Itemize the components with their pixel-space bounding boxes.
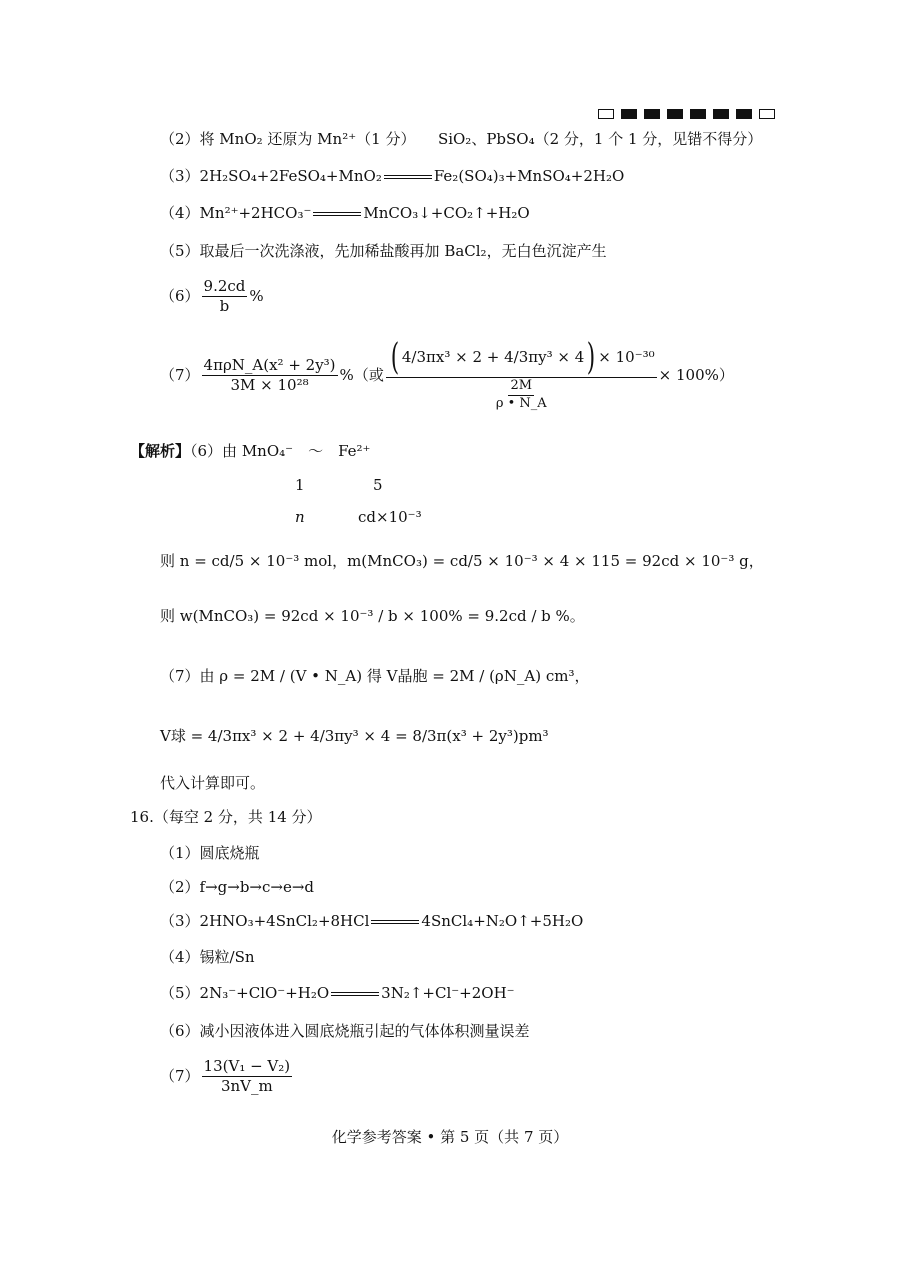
equation-right: 4SnCl₄+N₂O↑+5H₂O (421, 912, 584, 930)
answer-q7 (160, 337, 734, 412)
calc-n: 则 n = cd/5 × 10⁻³ mol，m(MnCO₃) = cd/5 × 10⁻³ × 4 × 115 = 92cd × 10⁻³ g， (160, 552, 764, 570)
equals-sign (313, 212, 361, 216)
mark-filled (667, 109, 683, 119)
unit: % (249, 286, 264, 305)
mark-filled (713, 109, 729, 119)
equals-sign (371, 920, 419, 924)
item-label: （6） (160, 286, 200, 305)
equation-right: Fe₂(SO₄)₃+MnSO₄+2H₂O (433, 167, 625, 185)
equals-sign (331, 992, 379, 996)
alt-fraction (386, 337, 657, 412)
analysis-q6: （6）由 MnO₄⁻ ～ Fe²⁺ (190, 442, 371, 460)
calc-end: 代入计算即可。 (160, 774, 266, 792)
answer-q4 (160, 202, 530, 223)
answer-16-6: （6）减小因液体进入圆底烧瓶引起的气体体积测量误差 (160, 1022, 530, 1040)
answer-q5: （5）取最后一次洗涤液，先加稀盐酸再加 BaCl₂，无白色沉淀产生 (160, 242, 607, 260)
numerator: 4πρN_A(x² + 2y³) (202, 357, 338, 376)
mark-filled (690, 109, 706, 119)
answer-q3 (160, 165, 624, 186)
header-marks (598, 109, 775, 119)
equals-sign (384, 175, 432, 179)
answer-16-5 (160, 982, 515, 1003)
mark-filled (644, 109, 660, 119)
mark-filled (736, 109, 752, 119)
fraction (202, 357, 338, 395)
question-16-heading: 16.（每空 2 分，共 14 分） (130, 808, 322, 826)
ratio-value: 5 (373, 476, 383, 494)
equation-right: MnCO₃↓+CO₂↑+H₂O (363, 204, 530, 222)
calc-w: 则 w(MnCO₃) = 92cd × 10⁻³ / b × 100% = 9.2cd / b %。 (160, 607, 585, 625)
or-label: （或 (353, 365, 384, 384)
answer-q6 (160, 278, 264, 316)
ratio-value: cd×10⁻³ (358, 508, 422, 526)
analysis-heading (130, 440, 370, 461)
equation-left: （4）Mn²⁺+2HCO₃⁻ (160, 204, 312, 222)
alt-numerator: ( 4/3πx³ × 2 + 4/3πy³ × 4) × 10⁻³⁰ (386, 340, 657, 378)
fraction (202, 1058, 293, 1096)
alt-tail: × 100%） (658, 365, 734, 384)
item-label: （7） (160, 1066, 200, 1085)
numerator: 13(V₁ − V₂) (202, 1058, 293, 1077)
answer-q2: （2）将 MnO₂ 还原为 Mn²⁺（1 分） SiO₂、PbSO₄（2 分，1 个 1 分，见错不得分） (160, 130, 763, 148)
equation-left: （3）2H₂SO₄+2FeSO₄+MnO₂ (160, 167, 382, 185)
denominator: ρ • N_A (495, 395, 547, 411)
ratio-value: n (295, 508, 305, 526)
unit: % (339, 365, 354, 384)
equation-left: （5）2N₃⁻+ClO⁻+H₂O (160, 984, 330, 1002)
numerator: 9.2cd (202, 278, 248, 297)
calc-density: （7）由 ρ = 2M / (V • N_A) 得 V晶胞 = 2M / (ρN_A) cm³， (160, 667, 590, 685)
equation-right: 3N₂↑+Cl⁻+2OH⁻ (381, 984, 515, 1002)
answer-16-2: （2）f→g→b→c→e→d (160, 878, 315, 896)
numerator: 2M (508, 379, 534, 396)
denominator: b (219, 297, 230, 316)
answer-16-4: （4）锡粒/Sn (160, 948, 255, 966)
mark-empty (598, 109, 614, 119)
denominator: 3nV_m (220, 1077, 273, 1096)
page-footer: 化学参考答案 • 第 5 页（共 7 页） (331, 1128, 569, 1146)
alt-power: × 10⁻³⁰ (598, 348, 655, 366)
denominator: 3M × 10²⁸ (230, 376, 309, 395)
calc-volume: V球 = 4/3πx³ × 2 + 4/3πy³ × 4 = 8/3π(x³ + 2y³)pm³ (160, 727, 549, 745)
mark-filled (621, 109, 637, 119)
item-label: （7） (160, 365, 200, 384)
answer-16-7 (160, 1058, 294, 1096)
analysis-label: 【解析】 (130, 442, 191, 460)
ratio-value: 1 (295, 476, 305, 494)
fraction (494, 379, 549, 412)
answer-16-1: （1）圆底烧瓶 (160, 844, 260, 862)
fraction (202, 278, 248, 316)
equation-left: （3）2HNO₃+4SnCl₂+8HCl (160, 912, 370, 930)
alt-inner: 4/3πx³ × 2 + 4/3πy³ × 4 (401, 348, 585, 366)
alt-denominator (490, 378, 553, 412)
mark-empty (759, 109, 775, 119)
answer-16-3 (160, 910, 583, 931)
